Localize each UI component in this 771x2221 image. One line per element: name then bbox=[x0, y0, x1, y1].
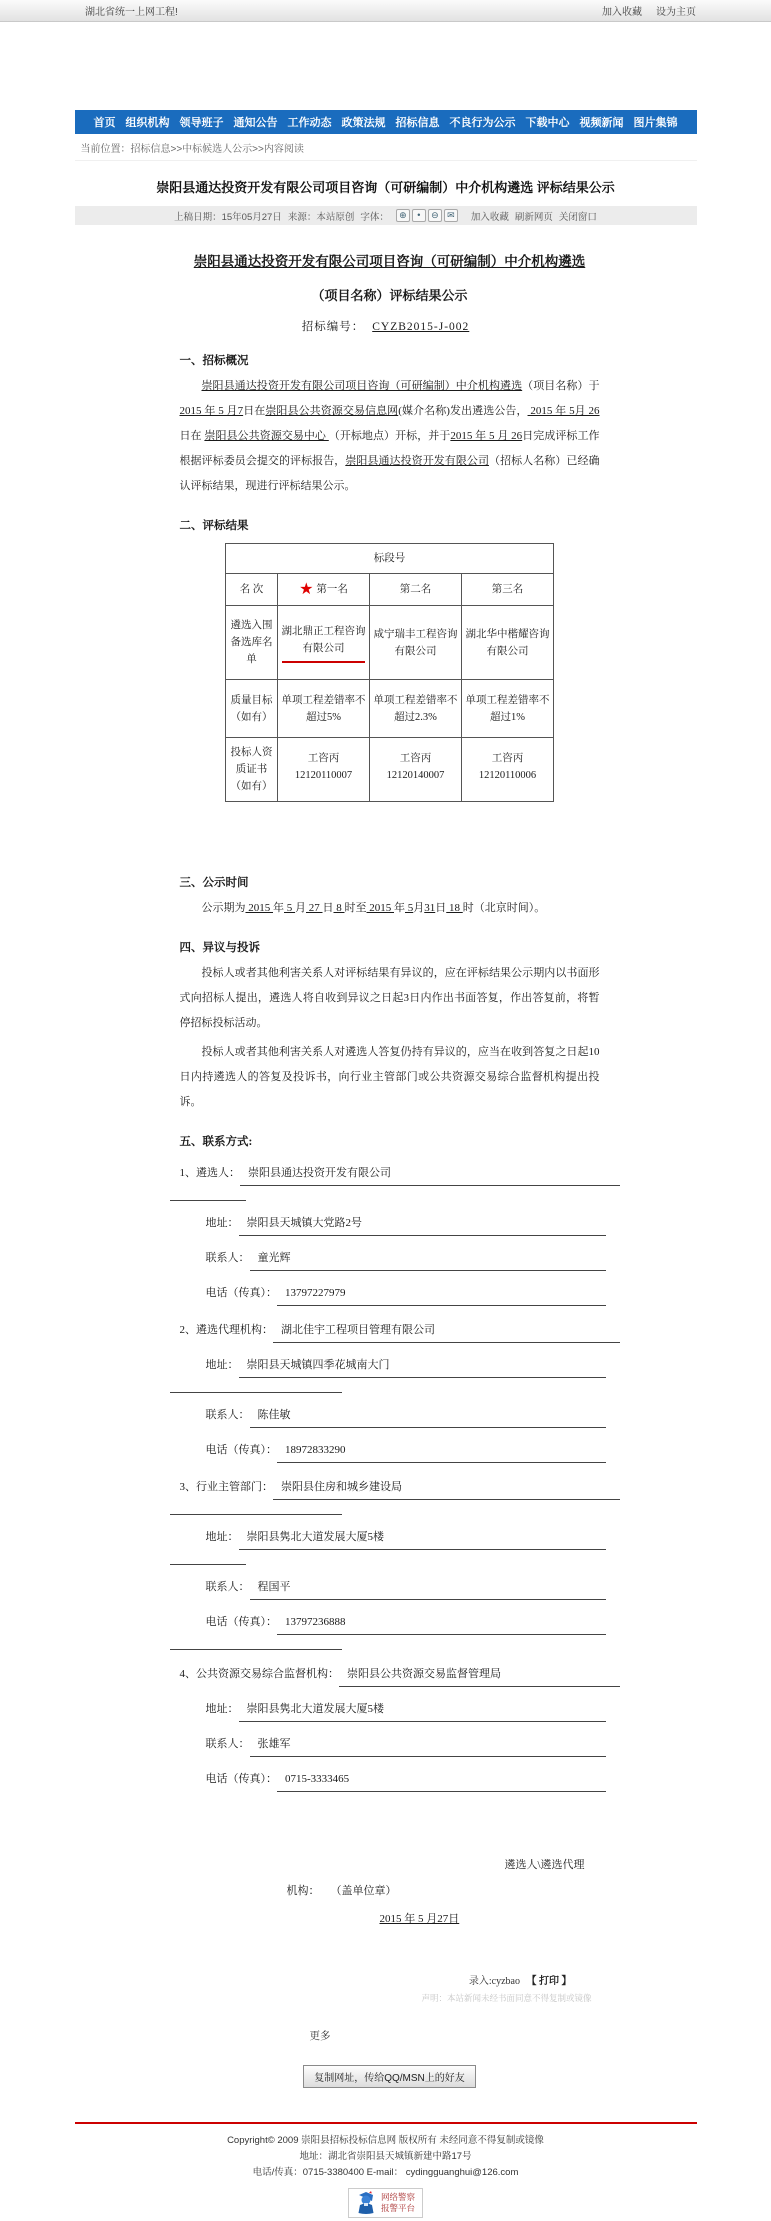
print-button[interactable]: 【 打印 】 bbox=[526, 1976, 572, 1987]
share-button[interactable]: 复制网址，传给QQ/MSN上的好友 bbox=[303, 2065, 476, 2088]
contact-field-value: 0715-3333465 bbox=[277, 1767, 606, 1792]
footer-contact: 电话/传真：0715-3380400 E-mail： cydingguanghui@126.com bbox=[252, 2167, 519, 2178]
contact-field-label: 电话（传真）： bbox=[205, 1444, 277, 1456]
contact-item bbox=[180, 1161, 620, 1186]
share-row bbox=[180, 2065, 600, 2088]
nav-item[interactable]: 图片集锦 bbox=[633, 117, 678, 129]
contact-field-label: 地址： bbox=[205, 1359, 239, 1371]
contact-item bbox=[180, 1662, 620, 1687]
contact-field bbox=[206, 1525, 606, 1550]
doc-subtitle: （项目名称）评标结果公示 bbox=[311, 288, 468, 303]
entry-by: 录入:cyzbao bbox=[468, 1976, 520, 1987]
copy-disclaimer: 声明：本站新闻未经书面同意不得复制或镜像 bbox=[421, 1993, 592, 2003]
contact-field-value: 13797227979 bbox=[277, 1281, 606, 1306]
cell-text: 工咨丙12120140007 bbox=[386, 753, 445, 781]
contact-field-label: 电话（传真）： bbox=[205, 1773, 277, 1785]
text-run: 日 bbox=[322, 902, 334, 914]
table-span-row bbox=[226, 544, 554, 574]
blank-underline bbox=[170, 1200, 246, 1201]
table-header-row bbox=[226, 574, 554, 606]
signature-block bbox=[180, 1852, 600, 1932]
text-run: 2015 年 5 月 26 bbox=[450, 430, 523, 442]
text-run: 27 bbox=[306, 902, 323, 914]
text-run: 时至 bbox=[344, 902, 367, 914]
text-run: 日完成评标工作根据评标委员会提交的评标报告， bbox=[179, 430, 600, 467]
nav-item[interactable]: 下载中心 bbox=[525, 117, 570, 129]
text-run: 投标人或者其他利害关系人对评标结果有异议的，应在评标结果公示期内以书面形式向招标人提出，遴选人将自收到异议之日起3日内作出书面答复，作出答复前，将暂停招标投标活动。 bbox=[179, 967, 600, 1029]
paragraph bbox=[180, 374, 600, 499]
blank-underline bbox=[170, 1514, 342, 1515]
contact-field-value: 崇阳县隽北大道发展大厦5楼 bbox=[239, 1525, 606, 1550]
contact-item-value: 崇阳县住房和城乡建设局 bbox=[273, 1475, 620, 1500]
meta-source: 来源：本站原创 bbox=[287, 211, 355, 223]
doc-body bbox=[180, 352, 600, 1792]
section-heading: 二、评标结果 bbox=[179, 520, 249, 532]
table-cell bbox=[370, 606, 462, 680]
contact-field bbox=[206, 1575, 606, 1600]
paragraph bbox=[180, 1040, 600, 1115]
row-label-cell: 质量目标（如有） bbox=[226, 680, 278, 738]
contact-field bbox=[206, 1438, 606, 1463]
meta-bar bbox=[75, 206, 697, 225]
section-heading: 三、公示时间 bbox=[179, 877, 249, 889]
police-badge-line2: 报警平台 bbox=[380, 2203, 415, 2213]
document bbox=[75, 225, 697, 2088]
paragraph bbox=[180, 896, 600, 921]
bid-number: CYZB2015-J-002 bbox=[372, 321, 470, 333]
more-link[interactable]: 更多 bbox=[309, 2030, 331, 2042]
text-run: （项目名称）于 bbox=[522, 380, 600, 392]
text-run: 2015 年 5月 26 bbox=[527, 405, 600, 417]
text-run: 公示期为 bbox=[201, 902, 246, 914]
cell-text: 单项工程差错率不超过1% bbox=[465, 694, 550, 723]
meta-date: 上稿日期：15年05月27日 bbox=[174, 211, 282, 223]
table-row bbox=[226, 738, 554, 802]
blank-underline bbox=[170, 1649, 342, 1650]
text-run: 2015 bbox=[245, 902, 273, 914]
table-row bbox=[226, 680, 554, 738]
contact-field bbox=[206, 1732, 606, 1757]
contact-field-value: 童光辉 bbox=[250, 1246, 606, 1271]
contact-field bbox=[206, 1211, 606, 1236]
cell-text: 湖北华中楷耀咨询有限公司 bbox=[465, 628, 550, 657]
cell-text: 单项工程差错率不超过5% bbox=[281, 694, 366, 723]
meta-font-label: 字体： bbox=[360, 211, 389, 223]
blank-underline bbox=[170, 1392, 342, 1393]
nav-item[interactable]: 政策法规 bbox=[341, 117, 386, 129]
topbar-link[interactable]: 加入收藏 bbox=[602, 7, 642, 18]
text-run: 日 bbox=[435, 902, 447, 914]
contact-item-label: 4、公共资源交易综合监督机构： bbox=[179, 1668, 339, 1680]
breadcrumb-path: 招标信息>>中标候选人公示>>内容阅读 bbox=[130, 144, 304, 155]
text-run: 投标人或者其他利害关系人对遴选人答复仍持有异议的，应当在收到答复之日起10日内持遴选人的答复及投诉书，向行业主管部门或公共资源交易综合监督机构提出投诉。 bbox=[179, 1046, 600, 1108]
bid-number-line bbox=[180, 318, 600, 334]
contact-field-label: 电话（传真）： bbox=[205, 1287, 277, 1299]
police-badge-line1: 网络警察 bbox=[380, 2192, 415, 2202]
section-heading: 五、联系方式: bbox=[179, 1136, 253, 1148]
bid-number-label: 招标编号： bbox=[301, 321, 365, 333]
contact-field-value: 崇阳县天城镇四季花城南大门 bbox=[239, 1353, 606, 1378]
contact-item-label: 3、行业主管部门： bbox=[179, 1481, 273, 1493]
winner-star-icon: ★ bbox=[299, 581, 314, 598]
police-mascot-icon bbox=[356, 2191, 376, 2215]
text-run: 月 bbox=[295, 902, 306, 914]
contact-field-value: 崇阳县天城镇大党路2号 bbox=[239, 1211, 606, 1236]
breadcrumb-label: 当前位置： bbox=[80, 144, 131, 155]
contact-field-value: 13797236888 bbox=[277, 1610, 606, 1635]
text-run: 崇阳县通达投资开发有限公司 bbox=[345, 455, 490, 467]
table-cell bbox=[462, 680, 554, 738]
table-cell bbox=[370, 680, 462, 738]
contact-field bbox=[206, 1403, 606, 1428]
text-run: 日在 bbox=[243, 405, 266, 417]
rank-header-cell: 第二名 bbox=[370, 574, 462, 606]
row-label-cell: 投标人资质证书（如有） bbox=[226, 738, 278, 802]
breadcrumb bbox=[75, 134, 697, 161]
table-cell bbox=[278, 606, 370, 680]
contact-field-label: 联系人： bbox=[205, 1581, 250, 1593]
paragraph bbox=[180, 961, 600, 1036]
section-heading: 一、招标概况 bbox=[179, 355, 249, 367]
nav-item[interactable]: 通知公告 bbox=[233, 117, 278, 129]
meta-links bbox=[465, 209, 597, 223]
text-run: 2015 bbox=[366, 902, 394, 914]
contact-field-value: 程国平 bbox=[250, 1575, 606, 1600]
contact-item-label: 1、遴选人： bbox=[179, 1167, 240, 1179]
section-heading: 四、异议与投诉 bbox=[179, 942, 260, 954]
signature-org: 机构： （盖单位章） bbox=[286, 1885, 397, 1897]
contact-field-label: 电话（传真）： bbox=[205, 1616, 277, 1628]
zoom-out-icon[interactable]: ⊖ bbox=[428, 209, 442, 222]
contact-field-label: 联系人： bbox=[205, 1409, 250, 1421]
topbar bbox=[0, 0, 771, 22]
rank-header-cell: 第三名 bbox=[462, 574, 554, 606]
text-run: 时（北京时间）。 bbox=[462, 902, 546, 914]
cell-text: 工咨丙12120110006 bbox=[478, 753, 537, 781]
text-run: 31 bbox=[424, 902, 436, 914]
contact-field-label: 联系人： bbox=[205, 1252, 250, 1264]
text-run: 崇阳县公共资源交易中心 bbox=[204, 430, 329, 442]
contact-field-label: 地址： bbox=[205, 1703, 239, 1715]
winner-red-underline bbox=[282, 661, 365, 663]
text-run: 年 bbox=[273, 902, 284, 914]
contact-item bbox=[180, 1475, 620, 1500]
nav-item[interactable]: 领导班子 bbox=[179, 117, 224, 129]
text-run: 8 bbox=[333, 902, 345, 914]
nav-item[interactable]: 不良行为公示 bbox=[449, 117, 516, 129]
contact-field-value: 崇阳县隽北大道发展大厦5楼 bbox=[239, 1697, 606, 1722]
signature-role: 遴选人\遴选代理 bbox=[504, 1859, 585, 1871]
contact-field-label: 地址： bbox=[205, 1217, 239, 1229]
table-row bbox=[226, 606, 554, 680]
main-nav bbox=[75, 110, 697, 134]
text-run: （开标地点）开标，并于 bbox=[328, 430, 451, 442]
text-run: 日在 bbox=[179, 430, 205, 442]
page-title: 崇阳县通达投资开发有限公司项目咨询（可研编制）中介机构遴选 评标结果公示 bbox=[156, 180, 615, 195]
contact-item-label: 2、遴选代理机构： bbox=[179, 1324, 273, 1336]
topbar-links bbox=[588, 3, 696, 18]
table-cell bbox=[370, 738, 462, 802]
font-size-controls bbox=[395, 209, 459, 222]
contact-field bbox=[206, 1610, 606, 1635]
police-badge[interactable] bbox=[348, 2188, 423, 2218]
entry-print-line bbox=[180, 1972, 600, 1987]
mail-icon[interactable]: ✉ bbox=[444, 209, 458, 222]
topbar-link[interactable]: 设为主页 bbox=[656, 7, 696, 18]
contact-field-value: 18972833290 bbox=[277, 1438, 606, 1463]
police-badge-text bbox=[381, 2192, 415, 2214]
meta-link[interactable]: 加入收藏 bbox=[470, 211, 509, 223]
rank-header-cell: ★ 第一名 bbox=[278, 574, 370, 606]
evaluation-result-table bbox=[225, 543, 554, 802]
footer bbox=[75, 2122, 697, 2221]
table-cell bbox=[462, 606, 554, 680]
contact-item-value: 湖北佳宇工程项目管理有限公司 bbox=[273, 1318, 620, 1343]
lot-number-header-cell: 标段号 bbox=[226, 544, 554, 574]
contact-field bbox=[206, 1767, 606, 1792]
text-run: 崇阳县通达投资开发有限公司项目咨询（可研编制）中介机构遴选 bbox=[201, 380, 523, 392]
nav-item[interactable]: 首页 bbox=[93, 117, 116, 129]
text-run: 5 bbox=[284, 902, 295, 914]
contact-item-value: 崇阳县通达投资开发有限公司 bbox=[240, 1161, 620, 1186]
nav-item[interactable]: 招标信息 bbox=[395, 117, 440, 129]
nav-item[interactable]: 视频新闻 bbox=[579, 117, 624, 129]
cell-text: 湖北鼎正工程咨询有限公司 bbox=[281, 625, 366, 654]
meta-link[interactable]: 刷新网页 bbox=[514, 211, 553, 223]
contact-field-value: 张雄军 bbox=[250, 1732, 606, 1757]
text-run: 18 bbox=[446, 902, 463, 914]
table-cell bbox=[462, 738, 554, 802]
footer-address: 地址：湖北省崇阳县天城镇新建中路17号 bbox=[299, 2151, 472, 2162]
font-reset-icon[interactable]: • bbox=[412, 209, 426, 222]
contact-field bbox=[206, 1281, 606, 1306]
contact-field bbox=[206, 1246, 606, 1271]
text-run: （招标人名称）已经确认评标结果，现进行评标结果公示。 bbox=[179, 455, 600, 492]
text-run: 5 bbox=[405, 902, 414, 914]
signature-date bbox=[180, 1906, 600, 1932]
cell-text: 工咨丙12120110007 bbox=[294, 753, 353, 781]
nav-item[interactable]: 工作动态 bbox=[287, 117, 332, 129]
contact-item-value: 崇阳县公共资源交易监督管理局 bbox=[339, 1662, 620, 1687]
text-run: 年 bbox=[394, 902, 405, 914]
contact-field-value: 陈佳敏 bbox=[250, 1403, 606, 1428]
text-run: (媒介名称)发出遴选公告， bbox=[398, 405, 528, 417]
text-run: 月 bbox=[413, 902, 425, 914]
table-cell bbox=[278, 738, 370, 802]
nav-item[interactable]: 组织机构 bbox=[125, 117, 170, 129]
text-run: 2015 年 5 月7 bbox=[179, 405, 244, 417]
table-cell bbox=[278, 680, 370, 738]
doc-title: 崇阳县通达投资开发有限公司项目咨询（可研编制）中介机构遴选 bbox=[193, 254, 586, 269]
zoom-in-icon[interactable]: ⊕ bbox=[396, 209, 410, 222]
contact-field bbox=[206, 1353, 606, 1378]
contact-field-label: 联系人： bbox=[205, 1738, 250, 1750]
contact-field-label: 地址： bbox=[205, 1531, 239, 1543]
contact-item bbox=[180, 1318, 620, 1343]
blank-underline bbox=[170, 1564, 246, 1565]
cell-text: 咸宁瑞丰工程咨询有限公司 bbox=[373, 628, 458, 657]
meta-link[interactable]: 关闭窗口 bbox=[558, 211, 597, 223]
site-hint: 湖北省统一上网工程! bbox=[85, 7, 178, 18]
row-label-cell: 遴选入围备选库名单 bbox=[226, 606, 278, 680]
contact-field bbox=[206, 1697, 606, 1722]
cell-text: 单项工程差错率不超过2.3% bbox=[373, 694, 458, 723]
signature-date-value: 2015 年 5 月27日 bbox=[379, 1913, 460, 1925]
footer-copyright: Copyright© 2009 崇阳县招标投标信息网 版权所有 未经同意不得复制或镜像 bbox=[227, 2135, 544, 2146]
text-run: 崇阳县公共资源交易信息网 bbox=[265, 405, 399, 417]
rank-label-cell: 名 次 bbox=[226, 574, 278, 606]
